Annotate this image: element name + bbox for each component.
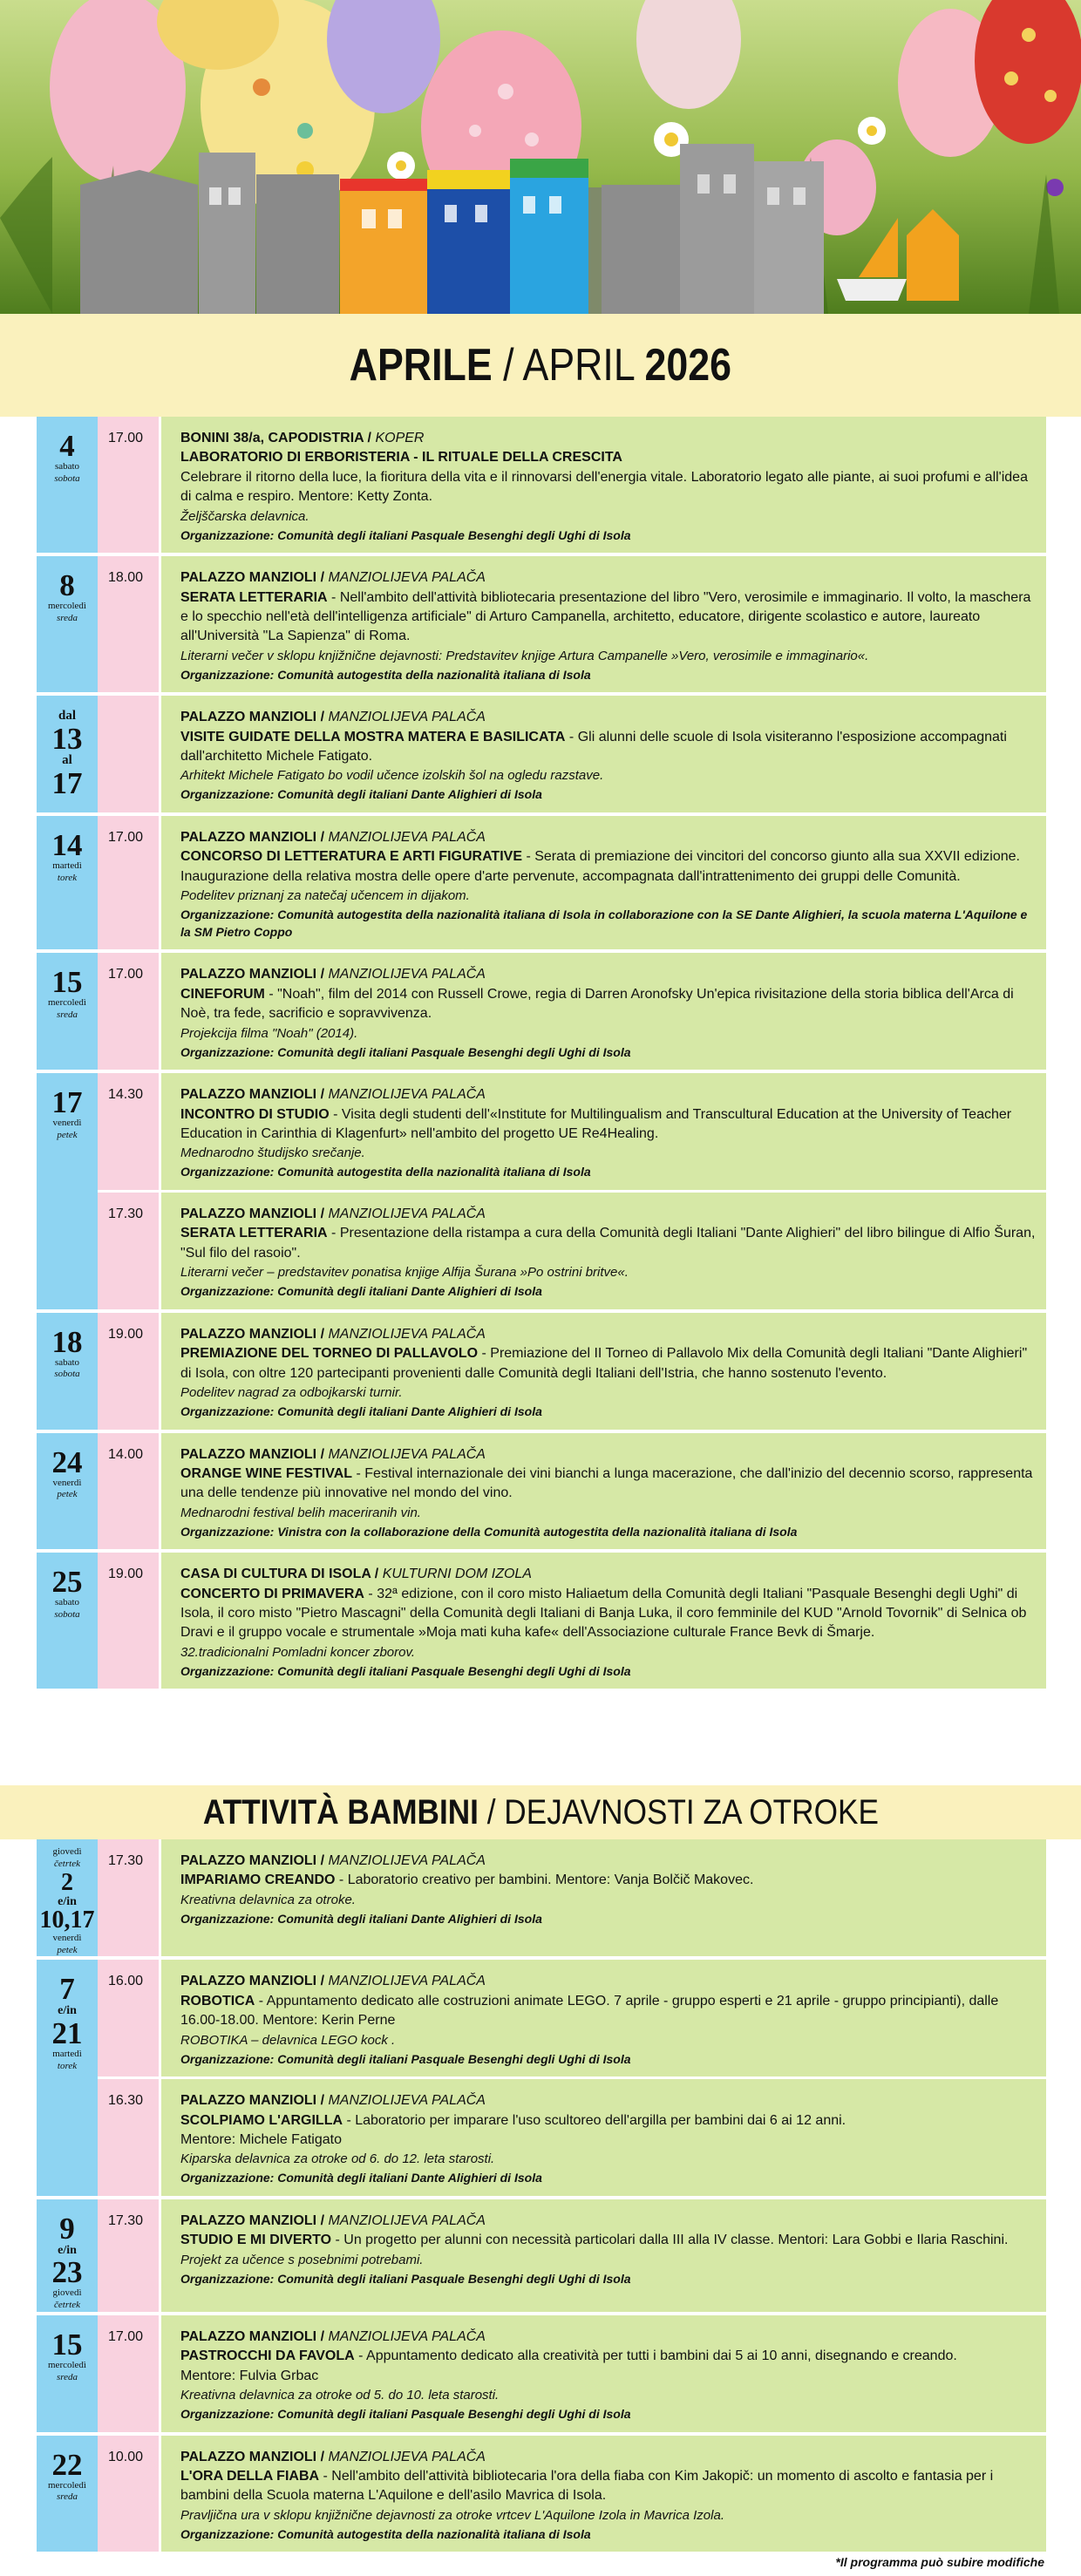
event-body bbox=[159, 2199, 1046, 2312]
date-number: 15 bbox=[51, 965, 83, 1000]
event-organizer: Organizzazione: Comunità degli italiani Dante Alighieri di Isola bbox=[180, 787, 542, 802]
location-sl: KULTURNI DOM IZOLA bbox=[382, 1567, 532, 1582]
event-slot bbox=[98, 2315, 1046, 2432]
event-title-text: - Laboratorio creativo per bambini. Mentore: Vanja Bolčič Makovec. bbox=[335, 1873, 754, 1888]
event-title: ROBOTICA bbox=[180, 1993, 255, 2008]
event-day bbox=[37, 1433, 1046, 1553]
date-cell bbox=[37, 953, 98, 1070]
event-title-text: - Laboratorio per imparare l'uso scultoreo dell'argilla per bambini dai 6 ai 12 anni. bbox=[343, 2112, 846, 2128]
location-it: PALAZZO MANZIOLI bbox=[180, 1326, 317, 1342]
events-list bbox=[37, 417, 1046, 1692]
event-day bbox=[37, 417, 1046, 556]
date-cell bbox=[37, 1839, 98, 1956]
event-day bbox=[37, 1960, 1046, 2199]
location-it: PALAZZO MANZIOLI bbox=[180, 2212, 317, 2228]
event-slovenian: ROBOTIKA – delavnica LEGO kock . bbox=[180, 2032, 396, 2048]
event-description bbox=[180, 2231, 1037, 2250]
event-slovenian: 32.tradicionalni Pomladni koncer zborov. bbox=[180, 1644, 416, 1660]
event-title: ORANGE WINE FESTIVAL bbox=[180, 1465, 353, 1481]
location-it: PALAZZO MANZIOLI bbox=[180, 1206, 317, 1221]
date-cell bbox=[37, 2315, 98, 2432]
date-second: 23 bbox=[51, 2255, 83, 2290]
event-description bbox=[180, 985, 1037, 1024]
location-sl: MANZIOLIJEVA PALAČA bbox=[328, 2328, 486, 2344]
event-title: IMPARIAMO CREANDO bbox=[180, 1873, 336, 1888]
event-body bbox=[159, 556, 1046, 692]
weekday-sl: sobota bbox=[54, 472, 80, 484]
weekday-sl-2: petek bbox=[57, 1944, 78, 1955]
date-second: 21 bbox=[51, 2015, 83, 2050]
location-sl: MANZIOLIJEVA PALAČA bbox=[328, 1853, 486, 1868]
event-organizer: Organizzazione: Comunità autogestita della nazionalità italiana di Isola bbox=[180, 667, 591, 682]
event-organizer: Organizzazione: Comunità degli italiani Pasquale Besenghi degli Ughi di Isola bbox=[180, 1044, 631, 1059]
event-title: LABORATORIO DI ERBORISTERIA - IL RITUALE DELLA CRESCITA bbox=[180, 450, 622, 466]
event-slot bbox=[98, 1433, 1046, 1550]
date-second: 10,17 bbox=[39, 1906, 95, 1934]
weekday-it: martedì bbox=[52, 2048, 82, 2059]
location-sl: MANZIOLIJEVA PALAČA bbox=[328, 967, 486, 982]
date-number: 24 bbox=[51, 1444, 83, 1479]
event-location: PALAZZO MANZIOLI / MANZIOLIJEVA PALAČA bbox=[180, 1446, 486, 1462]
event-slot bbox=[98, 417, 1046, 553]
weekday-sl: sobota bbox=[54, 1369, 80, 1380]
event-location: PALAZZO MANZIOLI / MANZIOLIJEVA PALAČA bbox=[180, 2093, 486, 2109]
date-number: 8 bbox=[59, 568, 75, 603]
day-slots bbox=[98, 1553, 1046, 1689]
date-conjunction: e/in bbox=[58, 2004, 77, 2018]
event-title-text: - Appuntamento dedicato alle costruzioni animate LEGO. 7 aprile - gruppo esperti e 21 aprile - gruppo principianti), dalle 16.00-18.00. Mentore: Kerin Perne bbox=[180, 1993, 999, 2029]
location-it: CASA DI CULTURA DI ISOLA bbox=[180, 1567, 371, 1582]
location-it: PALAZZO MANZIOLI bbox=[180, 1446, 317, 1462]
date-number: 17 bbox=[51, 1085, 83, 1120]
event-organizer: Organizzazione: Comunità degli italiani Pasquale Besenghi degli Ughi di Isola bbox=[180, 2271, 631, 2286]
event-day bbox=[37, 1073, 1046, 1313]
day-slots bbox=[98, 556, 1046, 692]
event-title: L'ORA DELLA FIABA bbox=[180, 2468, 320, 2484]
event-slovenian: Podelitev priznanj za natečaj učencem in dijakom. bbox=[180, 888, 470, 904]
date-number: 18 bbox=[51, 1324, 83, 1359]
event-body bbox=[159, 953, 1046, 1070]
date-from-label: dal bbox=[58, 709, 76, 724]
event-title-text: - Serata di premiazione dei vincitori del concorso giunto alla sua XXVII edizione. Inaugurazione della relativa mostra delle opere d'arte pervenute, accompagnata dall'intrattenimento dei gruppi delle Comunità. bbox=[180, 849, 1020, 884]
location-sl: MANZIOLIJEVA PALAČA bbox=[328, 2212, 486, 2228]
event-slovenian: Arhitekt Michele Fatigato bo vodil učence izolskih šol na ogledu razstave. bbox=[180, 768, 604, 784]
header-illustration bbox=[0, 0, 1081, 314]
event-title-text: - Presentazione della ristampa a cura della Comunità degli Italiani "Dante Alighieri" del libro bilingue di Alfio Šuran, "Sul filo del rasoio". bbox=[180, 1226, 1036, 1261]
event-title-text: - Gli alunni delle scuole di Isola visiteranno l'esposizione accompagnati dall'architetto Michele Fatigato. bbox=[180, 729, 1007, 765]
event-text: Mentore: Fulvia Grbac bbox=[180, 2368, 319, 2383]
weekday-it: giovedì bbox=[52, 2287, 82, 2299]
easter-eggs-town-image bbox=[0, 0, 1081, 314]
kids-events-list bbox=[37, 1839, 1046, 2555]
event-organizer: Organizzazione: Comunità degli italiani Dante Alighieri di Isola bbox=[180, 1404, 542, 1418]
date-cell bbox=[37, 816, 98, 949]
event-slot bbox=[98, 696, 1046, 812]
event-location: PALAZZO MANZIOLI / MANZIOLIJEVA PALAČA bbox=[180, 2212, 486, 2228]
event-body bbox=[159, 816, 1046, 949]
date-conjunction: e/in bbox=[58, 1894, 77, 1908]
weekday-it: venerdì bbox=[52, 1118, 82, 1129]
event-time: 19.00 bbox=[98, 1313, 159, 1430]
event-time: 19.00 bbox=[98, 1553, 159, 1689]
event-description bbox=[180, 2347, 1037, 2366]
event-organizer: Organizzazione: Comunità degli italiani Pasquale Besenghi degli Ughi di Isola bbox=[180, 2051, 631, 2066]
weekday-sl: sobota bbox=[54, 1609, 80, 1621]
event-location: PALAZZO MANZIOLI / MANZIOLIJEVA PALAČA bbox=[180, 2449, 486, 2464]
event-description bbox=[180, 1992, 1037, 2031]
event-title-text: - 32ª edizione, con il coro misto Haliaetum della Comunità degli Italiani "Pasquale Besenghi degli Ughi" di Isola, il coro misto "Pietro Mascagni" della Comunità degli Italiani di Banja Luka, il coro femminile del KUD "Arnold Tovornik" di Selnica ob Dravi e il gruppo vocale e strumentale »Moja mati kuha kafe« dell'Associazione culturale France Bevk di Šmarje. bbox=[180, 1586, 1027, 1641]
weekday-sl: petek bbox=[57, 1129, 78, 1140]
event-slovenian: Pravljična ura v sklopu knjižnične dejavnosti za otroke vrtcev L'Aquilone Izola in Mavrica Izola. bbox=[180, 2507, 724, 2523]
event-day bbox=[37, 696, 1046, 816]
day-slots bbox=[98, 2436, 1046, 2552]
day-slots bbox=[98, 1073, 1046, 1309]
event-time: 17.30 bbox=[98, 1193, 159, 1309]
day-slots bbox=[98, 1839, 1046, 1956]
event-title-text: - Visita degli studenti dell'«Institute for Multilingualism and Transcultural Education at the University of Teacher Education in Carinthia di Klagenfurt» nell'ambito del progetto UE Re4Healing. bbox=[180, 1106, 1012, 1141]
location-it: PALAZZO MANZIOLI bbox=[180, 570, 317, 586]
event-slot bbox=[98, 1960, 1046, 2076]
event-organizer: Organizzazione: Comunità autogestita della nazionalità italiana di Isola bbox=[180, 2526, 591, 2541]
event-organizer: Organizzazione: Comunità degli italiani Pasquale Besenghi degli Ughi di Isola bbox=[180, 1663, 631, 1678]
kids-activities-banner bbox=[0, 1785, 1081, 1839]
weekday-sl: sreda bbox=[56, 1009, 78, 1021]
event-slovenian: Mednarodno študijsko srečanje. bbox=[180, 1145, 365, 1161]
day-slots bbox=[98, 1313, 1046, 1430]
kids-activities-title: ATTIVITÀ BAMBINI / DEJAVNOSTI ZA OTROKE bbox=[202, 1793, 879, 1832]
location-sl: MANZIOLIJEVA PALAČA bbox=[328, 710, 486, 725]
event-body bbox=[159, 2436, 1046, 2552]
event-slot bbox=[98, 2076, 1046, 2196]
location-it: PALAZZO MANZIOLI bbox=[180, 967, 317, 982]
day-slots bbox=[98, 417, 1046, 553]
event-description bbox=[180, 1585, 1037, 1643]
location-it: PALAZZO MANZIOLI bbox=[180, 1087, 317, 1103]
event-body bbox=[159, 417, 1046, 553]
event-organizer: Organizzazione: Comunità degli italiani Pasquale Besenghi degli Ughi di Isola bbox=[180, 2406, 631, 2421]
event-location: BONINI 38/a, CAPODISTRIA / KOPER bbox=[180, 431, 425, 445]
date-cell bbox=[37, 1553, 98, 1689]
date-cell bbox=[37, 2436, 98, 2552]
date-end: 17 bbox=[51, 765, 83, 800]
event-title-text: - Festival internazionale dei vini bianchi a lunga macerazione, che dall'inizio del decennio scorso, rappresenta una delle tendenze più innovative nel mondo del vino. bbox=[180, 1465, 1033, 1501]
event-location: PALAZZO MANZIOLI / MANZIOLIJEVA PALAČA bbox=[180, 1087, 486, 1103]
event-text: Celebrare il ritorno della luce, la fioritura della vita e il rinnovarsi dell'energia vitale. Laboratorio legato alle piante, ai suoi profumi e all'idea di calma e respiro. Mentore: Ketty Zonta. bbox=[180, 469, 1028, 505]
event-day bbox=[37, 2199, 1046, 2315]
event-time: 17.30 bbox=[98, 2199, 159, 2312]
weekday-sl: četrtek bbox=[54, 2300, 80, 2311]
event-description bbox=[180, 448, 1037, 467]
event-title: CINEFORUM bbox=[180, 986, 265, 1002]
weekday-it: mercoledì bbox=[48, 601, 86, 612]
event-title: VISITE GUIDATE DELLA MOSTRA MATERA E BASILICATA bbox=[180, 729, 566, 744]
weekday-sl: torek bbox=[57, 2060, 78, 2071]
event-title: STUDIO E MI DIVERTO bbox=[180, 2233, 332, 2248]
event-body bbox=[159, 2079, 1046, 2196]
weekday-it: sabato bbox=[54, 461, 80, 472]
weekday-it: venerdì bbox=[52, 1477, 82, 1488]
event-description bbox=[180, 1465, 1037, 1504]
date-start: 13 bbox=[51, 722, 83, 757]
event-time: 10.00 bbox=[98, 2436, 159, 2552]
date-number: 25 bbox=[51, 1565, 83, 1600]
event-day bbox=[37, 1553, 1046, 1692]
date-cell bbox=[37, 1313, 98, 1430]
weekday-sl: sreda bbox=[56, 2491, 78, 2503]
event-organizer: Organizzazione: Comunità degli italiani Dante Alighieri di Isola bbox=[180, 1284, 542, 1299]
date-number: 22 bbox=[51, 2447, 83, 2482]
day-slots bbox=[98, 816, 1046, 949]
event-slot bbox=[98, 1073, 1046, 1190]
date-number: 15 bbox=[51, 2327, 83, 2362]
date-cell bbox=[37, 556, 98, 692]
event-day bbox=[37, 556, 1046, 696]
event-slovenian: Željščarska delavnica. bbox=[180, 508, 309, 524]
location-it: PALAZZO MANZIOLI bbox=[180, 1974, 317, 1989]
date-cell bbox=[37, 1433, 98, 1550]
event-organizer: Organizzazione: Comunità autogestita della nazionalità italiana di Isola in collaborazione con la SE Dante Alighieri, la scuola materna L'Aquilone e la SM Pietro Coppo bbox=[180, 907, 1028, 939]
event-time: 14.00 bbox=[98, 1433, 159, 1550]
location-it: BONINI 38/a, CAPODISTRIA bbox=[180, 431, 364, 445]
location-sl: KOPER bbox=[375, 431, 425, 445]
event-body bbox=[159, 2315, 1046, 2432]
day-slots bbox=[98, 1960, 1046, 2196]
event-body bbox=[159, 1839, 1046, 1956]
event-day bbox=[37, 953, 1046, 1073]
event-body bbox=[159, 1553, 1046, 1689]
event-title: SERATA LETTERARIA bbox=[180, 589, 328, 605]
event-description bbox=[180, 728, 1037, 767]
weekday-sl: petek bbox=[57, 1489, 78, 1500]
event-slovenian: Projekt za učence s posebnimi potrebami. bbox=[180, 2252, 424, 2267]
event-location: PALAZZO MANZIOLI / MANZIOLIJEVA PALAČA bbox=[180, 570, 486, 586]
location-sl: MANZIOLIJEVA PALAČA bbox=[328, 2093, 486, 2109]
event-title: SERATA LETTERARIA bbox=[180, 1226, 328, 1241]
event-organizer: Organizzazione: Vinistra con la collaborazione della Comunità autogestita della nazionalità italiana di Isola bbox=[180, 1524, 798, 1539]
weekday-sl: torek bbox=[57, 872, 78, 883]
location-it: PALAZZO MANZIOLI bbox=[180, 710, 317, 725]
location-sl: MANZIOLIJEVA PALAČA bbox=[328, 1087, 486, 1103]
event-time: 17.00 bbox=[98, 417, 159, 553]
weekday-sl: sreda bbox=[56, 2371, 78, 2382]
location-it: PALAZZO MANZIOLI bbox=[180, 2449, 317, 2464]
event-slovenian: Podelitev nagrad za odbojkarski turnir. bbox=[180, 1384, 403, 1400]
weekday-sl: sreda bbox=[56, 612, 78, 623]
location-it: PALAZZO MANZIOLI bbox=[180, 2328, 317, 2344]
event-body bbox=[159, 1433, 1046, 1550]
event-slot bbox=[98, 953, 1046, 1070]
event-title: CONCORSO DI LETTERATURA E ARTI FIGURATIVE bbox=[180, 849, 522, 865]
location-sl: MANZIOLIJEVA PALAČA bbox=[328, 1326, 486, 1342]
weekday-it-2: venerdì bbox=[52, 1932, 82, 1943]
event-body bbox=[159, 1073, 1046, 1190]
event-slot bbox=[98, 816, 1046, 949]
location-sl: MANZIOLIJEVA PALAČA bbox=[328, 1206, 486, 1221]
event-description bbox=[180, 847, 1037, 887]
event-day bbox=[37, 2315, 1046, 2436]
event-title-text: - Premiazione del II Torneo di Pallavolo Mix della Comunità degli Italiani "Dante Alighieri" di Isola, con oltre 120 partecipanti provenienti dalle Comunità degli Italiani dell'Istria, che hanno sostenuto l'evento. bbox=[180, 1346, 1028, 1381]
event-location: CASA DI CULTURA DI ISOLA / KULTURNI DOM IZOLA bbox=[180, 1567, 532, 1582]
event-time: 17.00 bbox=[98, 953, 159, 1070]
event-description bbox=[180, 1871, 1037, 1890]
date-first: 2 bbox=[61, 1868, 73, 1896]
location-it: PALAZZO MANZIOLI bbox=[180, 2093, 317, 2109]
event-slot bbox=[98, 2436, 1046, 2552]
event-location: PALAZZO MANZIOLI / MANZIOLIJEVA PALAČA bbox=[180, 830, 486, 846]
event-description bbox=[180, 1224, 1037, 1263]
day-slots bbox=[98, 2199, 1046, 2312]
footnote: *Il programma può subire modifiche bbox=[835, 2555, 1044, 2569]
event-day bbox=[37, 1839, 1046, 1960]
event-slot bbox=[98, 1839, 1046, 1956]
date-cell bbox=[37, 417, 98, 553]
event-slot bbox=[98, 1190, 1046, 1309]
weekday-it: mercoledì bbox=[48, 997, 86, 1009]
location-sl: MANZIOLIJEVA PALAČA bbox=[328, 1446, 486, 1462]
day-slots bbox=[98, 2315, 1046, 2432]
event-title: SCOLPIAMO L'ARGILLA bbox=[180, 2112, 343, 2128]
event-time: 18.00 bbox=[98, 556, 159, 692]
event-slot bbox=[98, 556, 1046, 692]
date-first: 7 bbox=[59, 1972, 75, 2007]
event-description bbox=[180, 2467, 1037, 2506]
date-to-label: al bbox=[62, 753, 72, 768]
event-title-text: - "Noah", film del 2014 con Russell Crowe, regia di Darren Aronofsky Un'epica rivisitazione della storia biblica dell'Arca di Noè, tra fede, sacrificio e sopravvivenza. bbox=[180, 986, 1014, 1022]
location-sl: MANZIOLIJEVA PALAČA bbox=[328, 1974, 486, 1989]
event-day bbox=[37, 2436, 1046, 2556]
event-organizer: Organizzazione: Comunità degli italiani Pasquale Besenghi degli Ughi di Isola bbox=[180, 527, 631, 542]
date-cell bbox=[37, 1073, 98, 1309]
event-organizer: Organizzazione: Comunità degli italiani Dante Alighieri di Isola bbox=[180, 1911, 542, 1926]
location-sl: MANZIOLIJEVA PALAČA bbox=[328, 2449, 486, 2464]
event-title-text: - Nell'ambito dell'attività bibliotecaria presentazione del libro "Vero, verosimile e immaginario. Il volto, la maschera e lo specchio nell'età dell'intelligenza artificiale" di Arturo Campanella, architetto, educatore, dirigente scolastico e autore, laureato all'Università "La Sapienza" di Roma. bbox=[180, 589, 1031, 644]
event-title: PREMIAZIONE DEL TORNEO DI PALLAVOLO bbox=[180, 1346, 479, 1362]
date-cell bbox=[37, 2199, 98, 2312]
event-title-text: - Nell'ambito dell'attività bibliotecaria l'ora della fiaba con Kim Jakopič: un momento di ascolto e fantasia per i bambini della Scuola materna L'Aquilone e dell'asilo Mavrica di Isola. bbox=[180, 2468, 994, 2504]
event-organizer: Organizzazione: Comunità degli italiani Dante Alighieri di Isola bbox=[180, 2171, 542, 2185]
event-body bbox=[159, 696, 1046, 812]
date-cell bbox=[37, 696, 98, 812]
date-first: 9 bbox=[59, 2211, 75, 2246]
event-title-text: - Un progetto per alunni con necessità particolari dalla III alla IV classe. Mentori: Lara Gobbi e Ilaria Raschini. bbox=[331, 2233, 1009, 2248]
date-conjunction: e/in bbox=[58, 2243, 77, 2257]
location-it: PALAZZO MANZIOLI bbox=[180, 1853, 317, 1868]
event-location: PALAZZO MANZIOLI / MANZIOLIJEVA PALAČA bbox=[180, 1974, 486, 1989]
event-day bbox=[37, 816, 1046, 953]
event-time: 17.00 bbox=[98, 816, 159, 949]
event-organizer: Organizzazione: Comunità autogestita della nazionalità italiana di Isola bbox=[180, 1165, 591, 1179]
event-location: PALAZZO MANZIOLI / MANZIOLIJEVA PALAČA bbox=[180, 967, 486, 982]
date-cell bbox=[37, 1960, 98, 2196]
event-title: PASTROCCHI DA FAVOLA bbox=[180, 2348, 355, 2364]
event-location: PALAZZO MANZIOLI / MANZIOLIJEVA PALAČA bbox=[180, 2328, 486, 2344]
event-time: 14.30 bbox=[98, 1073, 159, 1190]
event-body bbox=[159, 1193, 1046, 1309]
event-location: PALAZZO MANZIOLI / MANZIOLIJEVA PALAČA bbox=[180, 710, 486, 725]
event-day bbox=[37, 1313, 1046, 1433]
date-number: 4 bbox=[59, 429, 75, 463]
day-slots bbox=[98, 1433, 1046, 1550]
location-sl: MANZIOLIJEVA PALAČA bbox=[328, 830, 486, 846]
event-location: PALAZZO MANZIOLI / MANZIOLIJEVA PALAČA bbox=[180, 1853, 486, 1868]
event-time: 17.30 bbox=[98, 1839, 159, 1956]
event-description bbox=[180, 588, 1037, 647]
event-time bbox=[98, 696, 159, 812]
event-slovenian: Mednarodni festival belih maceriranih vin. bbox=[180, 1505, 421, 1520]
event-title: CONCERTO DI PRIMAVERA bbox=[180, 1586, 364, 1601]
weekday-it: mercoledì bbox=[48, 2359, 86, 2370]
event-slovenian: Projekcija filma "Noah" (2014). bbox=[180, 1025, 358, 1041]
event-slovenian: Literarni večer – predstavitev ponatisa knjige Alfija Šurana »Po ostrini britve«. bbox=[180, 1265, 629, 1281]
event-slovenian: Kreativna delavnica za otroke. bbox=[180, 1892, 356, 1907]
event-title: INCONTRO DI STUDIO bbox=[180, 1106, 330, 1122]
event-slot bbox=[98, 1313, 1046, 1430]
event-slovenian: Kreativna delavnica za otroke od 5. do 10. leta starosti. bbox=[180, 2387, 500, 2403]
event-body bbox=[159, 1960, 1046, 2076]
event-time: 17.00 bbox=[98, 2315, 159, 2432]
weekday-it: sabato bbox=[54, 1597, 80, 1608]
location-sl: MANZIOLIJEVA PALAČA bbox=[328, 570, 486, 586]
weekday-it: mercoledì bbox=[48, 2479, 86, 2491]
event-description bbox=[180, 1344, 1037, 1383]
weekday-it: martedì bbox=[52, 860, 82, 872]
event-slovenian: Literarni večer v sklopu knjižnične dejavnosti: Predstavitev knjige Artura Campanelle »Vero, verosimile e immaginario«. bbox=[180, 648, 869, 663]
weekday-it: giovedì bbox=[52, 1846, 82, 1857]
event-slot bbox=[98, 1553, 1046, 1689]
event-location: PALAZZO MANZIOLI / MANZIOLIJEVA PALAČA bbox=[180, 1206, 486, 1221]
location-it: PALAZZO MANZIOLI bbox=[180, 830, 317, 846]
day-slots bbox=[98, 696, 1046, 812]
month-banner bbox=[0, 314, 1081, 417]
event-slot bbox=[98, 2199, 1046, 2312]
weekday-sl: četrtek bbox=[54, 1858, 80, 1869]
event-time: 16.30 bbox=[98, 2079, 159, 2196]
event-time: 16.00 bbox=[98, 1960, 159, 2076]
month-title: APRILE / APRIL 2026 bbox=[349, 340, 732, 391]
date-number: 14 bbox=[51, 828, 83, 863]
event-description bbox=[180, 1105, 1037, 1145]
event-description bbox=[180, 2111, 1037, 2131]
event-body bbox=[159, 1313, 1046, 1430]
weekday-it: sabato bbox=[54, 1356, 80, 1368]
event-text: Mentore: Michele Fatigato bbox=[180, 2131, 342, 2147]
event-title-text: - Appuntamento dedicato alla creatività per tutti i bambini dai 5 ai 10 anni, disegnando e creando. bbox=[354, 2348, 957, 2364]
day-slots bbox=[98, 953, 1046, 1070]
event-slovenian: Kiparska delavnica za otroke od 6. do 12. leta starosti. bbox=[180, 2151, 495, 2167]
event-location: PALAZZO MANZIOLI / MANZIOLIJEVA PALAČA bbox=[180, 1326, 486, 1342]
